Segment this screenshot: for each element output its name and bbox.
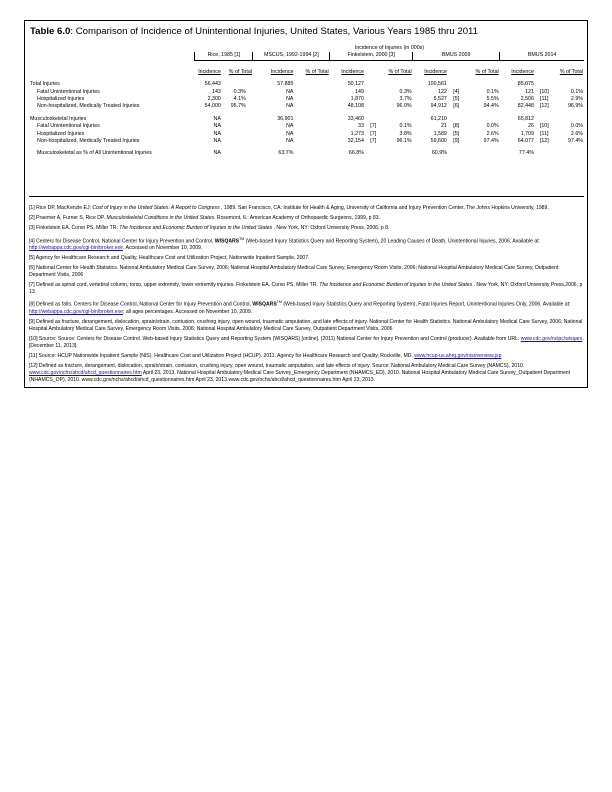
incidence-cell: NA: [286, 130, 294, 137]
incidence-cell: 85,075: [517, 81, 534, 88]
table-row: [29, 103, 584, 110]
source-header: Rice, 1985 [1]: [195, 52, 253, 60]
incidence-cell: 94,912: [430, 103, 447, 110]
ref-cell: [7]: [370, 138, 377, 145]
ref-cell: [448, 116, 465, 123]
footnote: [3] Finkelstein EA, Corso PS, Miller TR. The Incidence and Economic Burden of Injuries in the United States . New York, NY: Oxford University Press, 2006, p 8.: [29, 225, 390, 232]
incidence-cell: 48,108: [347, 103, 364, 110]
footnote: [8] Defined as falls. Centers for Disease Control, National Center for Injury Prevention and Control, WISQARS™ (Web-based Injury Statistics Query and Reporting System), Fatal Injuries Report, Unintentional Injuries Only, 2006. Available at: http://webappa.cdc.gov/cgi-bin/broker.exe; all ages percentages. Accessed on November 10, 2009.: [29, 300, 571, 315]
ref-cell: [448, 81, 465, 88]
col-header: Incidence: [198, 68, 221, 75]
ref-cell: [294, 81, 309, 88]
ref-cell: [294, 89, 309, 96]
ref-cell: [8]: [453, 123, 460, 130]
ref-cell: [4]: [453, 88, 460, 95]
row-label: Musculoskeletal as % of All Unintentional Injuries: [37, 150, 152, 157]
incidence-cell: NA: [213, 130, 221, 137]
footnote: [12] Defined as fracture, derangement, dislocation, sprain/strain, contusion, crushing injury, open wound, traumatic amputation, and late effects of injury. Source: National Ambulatory Medical Care Survey (NAMCS), 2010. www.cdc.gov/nchs/ahcd/ahcd_questionnaires.htm April 23, 2013. National Hospital Ambulatory Medical Care Survey_Emergency Department (NHAMCS_ED), 2010. National Hospital Ambulatory Medical Care Survey_Outpatient Department (NHAMCS_OP), 2010. www.cdc.gov/nchs/ahcd/ahcd_questionnaires.htm April 23, 2013.www.cdc.gov/nchs/ahcd/ahcd_questionnaires.htm April 23, 2013.: [29, 363, 571, 383]
col-header: % of Total: [559, 68, 583, 75]
row-label: Fatal Unintentional Injuries: [37, 88, 100, 95]
pct-cell: 94.4%: [483, 103, 499, 110]
incidence-cell: NA: [286, 88, 294, 95]
table-row: [29, 89, 584, 96]
ref-cell: [10]: [539, 88, 549, 95]
ref-cell: [10]: [539, 123, 549, 130]
incidence-cell: 65,812: [517, 115, 534, 122]
table-row: [29, 138, 584, 145]
pct-cell: 97.4%: [483, 138, 499, 145]
incidence-cell: 5,527: [433, 96, 447, 103]
ref-cell: 95.7%: [230, 103, 246, 110]
pct-cell: 0.1%: [486, 88, 499, 95]
incidence-cell: 56,443: [204, 81, 221, 88]
ref-cell: [365, 150, 382, 157]
incidence-cell: NA: [286, 96, 294, 103]
col-header: Incidence: [424, 68, 447, 75]
pct-cell: 2.9%: [570, 96, 583, 103]
pct-cell: 97.4%: [567, 138, 583, 145]
pct-cell: [554, 116, 584, 123]
row-label: Non-hospitalized, Medically Treated Injuries: [37, 138, 140, 145]
incidence-cell: 143: [212, 88, 221, 95]
pct-cell: 0.0%: [570, 123, 583, 130]
source-header: MSCUS, 1992-1994 [2]: [253, 52, 330, 60]
incidence-cell: 121: [525, 88, 534, 95]
footnote-link[interactable]: www.cdc.gov/ncipc/wisqars: [520, 336, 583, 343]
incidence-cell: 2,506: [520, 96, 534, 103]
incidence-cell: 100,561: [427, 81, 447, 88]
incidence-cell: NA: [286, 103, 294, 110]
footnote: [5] Agency for Healthcare Research and Quality, Healthcare Cost and Utilization Project, Nationwide Inpatient Sample, 2007: [29, 255, 309, 262]
incidence-cell: 1,589: [433, 130, 447, 137]
pct-cell: 96.0%: [396, 103, 412, 110]
incidence-cell: NA: [213, 150, 221, 157]
incidence-cell: 63.7%: [278, 150, 294, 157]
ref-cell: [294, 103, 309, 110]
ref-cell: [365, 81, 382, 88]
col-header: % of Total: [305, 68, 329, 75]
table-row: [29, 131, 584, 138]
row-label: Non-hospitalized, Medically Treated Injuries: [37, 103, 140, 110]
table-row: [29, 81, 584, 88]
ref-cell: [222, 123, 247, 130]
pct-cell: [309, 123, 330, 130]
incidence-cell: 57,885: [277, 81, 294, 88]
row-label: Hospitalized Injuries: [37, 130, 85, 137]
table-bottom-rule: [29, 196, 584, 197]
ref-cell: [222, 131, 247, 138]
pct-cell: 0.1%: [399, 123, 412, 130]
pct-cell: 2.6%: [570, 130, 583, 137]
footnote: [1] Rice DP, MacKenzie EJ: Cost of Injury in the United States: A Report to Congress , 1989. San Francisco, CA: Institute for Health & Aging, University of California and Injury Prevention Center, The Johns Hopkins University, 1989.: [29, 205, 549, 211]
incidence-cell: 1,870: [350, 96, 364, 103]
ref-cell: [7]: [370, 130, 377, 137]
ref-cell: 4.1%: [233, 96, 246, 103]
group-header: Incidence of Injuries (in 000s): [354, 45, 425, 51]
incidence-cell: 59,600: [430, 138, 447, 145]
incidence-cell: 50,127: [347, 81, 364, 88]
incidence-cell: 122: [438, 88, 447, 95]
ref-cell: [535, 150, 554, 157]
ref-cell: [294, 116, 309, 123]
table-row: [29, 150, 584, 157]
ref-cell: [365, 89, 382, 96]
incidence-cell: 64,077: [517, 138, 534, 145]
pct-cell: [309, 150, 330, 157]
pct-cell: [464, 116, 499, 123]
pct-cell: [382, 150, 413, 157]
incidence-cell: 1,273: [350, 130, 364, 137]
pct-cell: [464, 150, 499, 157]
pct-cell: [309, 81, 330, 88]
footnote: [11] Source: HCUP Nationwide Inpatient Sample (NIS). Healthcare Cost and Utilization Project (HCUP). 2011. Agency for Healthcare Research and Quality, Rockville, MD. www.hcup-us.ahrq.gov/nisoverview.jsp: [29, 353, 502, 360]
pct-cell: 0.3%: [399, 88, 412, 95]
incidence-cell: 82,448: [517, 103, 534, 110]
footnote: [6] National Center for Health Statistics. National Ambulatory Medical Care Survey, 2006; National Hospital Ambulatory Medical Care Survey, Emergency Room Visits, 2006; National Hospital Ambulatory Medical Care Survey, Outpatient Department Visits, 2006: [29, 265, 559, 279]
incidence-cell: NA: [286, 138, 294, 145]
incidence-cell: NA: [213, 138, 221, 145]
ref-cell: [365, 96, 382, 103]
ref-cell: [294, 138, 309, 145]
incidence-cell: 21: [440, 123, 447, 130]
page-title: [30, 26, 478, 37]
pct-cell: 3.7%: [399, 96, 412, 103]
pct-cell: 96.9%: [567, 103, 583, 110]
injury-table: [29, 45, 584, 158]
incidence-cell: 32,154: [347, 138, 364, 145]
source-header: BMUS 2009: [413, 52, 500, 60]
ref-cell: 0.3%: [233, 88, 246, 95]
col-header: Incidence: [270, 68, 294, 75]
ref-cell: [365, 116, 382, 123]
incidence-cell: 26: [528, 123, 534, 130]
ref-cell: [5]: [453, 96, 460, 103]
pct-cell: [309, 89, 330, 96]
row-label: Musculoskeletal Injuries: [30, 115, 87, 122]
incidence-cell: 77.4%: [518, 150, 534, 157]
footnote: [4] Centers for Disease Control, National Center for Injury Prevention and Control, WISQARS™ (Web-based Injury Statistics Query and Reporting System), 20 Leading Causes of Death, Unintentional Injuries, 2006. Available at: http://webappa.cdc.gov/cgi-bin/broker.exe. Accessed on November 10, 2009.: [29, 236, 540, 252]
footnote: [9] Defined as fracture, derangement, dislocation, sprain/strain, contusion, crushing injury, open wound, traumatic amputation, and late effects of injury. National Center for Health Statistics. National Ambulatory Medical Care Survey, 2006; National Hospital Ambulatory Medical Care Survey, Emergency Room Visits, 2006; National Hospital Ambulatory Medical Care Survey, Outpatient Department Visits, 2006: [29, 319, 583, 332]
incidence-cell: 60.9%: [431, 150, 447, 157]
pct-cell: 3.8%: [399, 130, 412, 137]
row-label: Hospitalized Injuries: [37, 96, 85, 103]
pct-cell: 96.1%: [396, 138, 412, 145]
ref-cell: [222, 116, 247, 123]
ref-cell: [365, 103, 382, 110]
incidence-cell: NA: [213, 123, 221, 130]
ref-cell: [294, 123, 309, 130]
incidence-cell: 61,210: [430, 115, 447, 122]
table-row: [29, 96, 584, 103]
incidence-cell: 54,000: [204, 103, 221, 110]
table-frame: [24, 20, 588, 388]
pct-cell: 5.5%: [486, 96, 499, 103]
ref-cell: [12]: [539, 138, 549, 145]
ref-cell: [294, 96, 309, 103]
pct-cell: [554, 81, 584, 88]
source-header: Finkelstein, 2000 [3]: [330, 52, 413, 60]
col-header: % of Total: [388, 68, 412, 75]
pct-cell: 0.0%: [486, 123, 499, 130]
footnotes: [29, 205, 584, 387]
ref-cell: [5]: [453, 130, 460, 137]
incidence-cell: 33: [358, 123, 364, 130]
pct-cell: [309, 116, 330, 123]
footnote-link[interactable]: http://webappa.cdc.gov/cgi-bin/broker.exe: [29, 308, 124, 315]
footnote: [10] Source: Source: Centers for Disease Control. Web-based Injury Statistics Query and Reporting System (WISQARS) [online]. (2011) National Center for Injury Prevention and Control (producer). Available from URL: www.cdc.gov/ncipc/wisqars. [December 11, 2013].: [29, 336, 584, 349]
col-header: % of Total: [228, 68, 252, 75]
incidence-cell: 36,901: [277, 115, 294, 122]
footnote-link[interactable]: www.cdc.gov/nchs/ahcd/ahcd_questionnaires.htm: [29, 370, 142, 377]
ref-cell: [9]: [453, 138, 460, 145]
incidence-cell: 2,300: [207, 96, 221, 103]
row-label: Fatal Unintentional Injuries: [37, 123, 100, 130]
source-header: BMUS 2014: [500, 52, 584, 60]
table-number: Table 6.0: [30, 26, 71, 37]
incidence-cell: NA: [286, 123, 294, 130]
pct-cell: 0.1%: [570, 88, 583, 95]
table-row: [29, 123, 584, 130]
incidence-cell: 66.8%: [348, 150, 364, 157]
ref-cell: [12]: [539, 103, 549, 110]
ref-cell: [535, 116, 554, 123]
pct-cell: [464, 81, 499, 88]
pct-cell: [309, 103, 330, 110]
ref-cell: [294, 131, 309, 138]
incidence-cell: 149: [355, 88, 364, 95]
pct-cell: [309, 131, 330, 138]
row-label: Total Injuries: [30, 81, 60, 88]
pct-cell: [309, 96, 330, 103]
pct-cell: [309, 138, 330, 145]
table-row: [29, 116, 584, 123]
ref-cell: [448, 150, 465, 157]
pct-cell: [554, 150, 584, 157]
ref-cell: [294, 150, 309, 157]
title-text: : Comparison of Incidence of Unintentional Injuries, United States, Various Years 1985 thru 2011: [70, 26, 478, 37]
footnote: [2] Praemer A, Furner S, Rice DP. Musculoskeletal Conditions in the United States. Rosemont, IL: American Academy of Orthopaedic Surgeons, 1999, p 83.: [29, 215, 381, 222]
pct-cell: [382, 81, 413, 88]
col-header: Incidence: [511, 68, 534, 75]
ref-cell: [535, 81, 554, 88]
footnote-link[interactable]: http://webappa.cdc.gov/cgi-bin/broker.exe: [29, 245, 124, 252]
ref-cell: [222, 81, 247, 88]
incidence-cell: 1,709: [520, 130, 534, 137]
ref-cell: [6]: [453, 103, 460, 110]
incidence-cell: NA: [213, 115, 221, 122]
ref-cell: [222, 138, 247, 145]
pct-cell: [382, 116, 413, 123]
ref-cell: [222, 150, 247, 157]
incidence-cell: 33,460: [347, 115, 364, 122]
ref-cell: [11]: [540, 130, 549, 137]
col-header: % of Total: [475, 68, 499, 75]
col-header: Incidence: [341, 68, 364, 75]
footnote: [7] Defined as spinal cord, vertebral column, torso, upper extremity, lower extremity injuries. Finkelstein EA, Corso PS, Miller TR. The Incidence and Economic Burden of Injuries in the United States . New York, NY: Oxford University Press,2006, p 13.: [29, 282, 583, 296]
ref-cell: [11]: [540, 96, 549, 103]
pct-cell: 2.6%: [486, 130, 499, 137]
footnote-link[interactable]: www.hcup-us.ahrq.gov/nisoverview.jsp: [414, 353, 502, 360]
ref-cell: [7]: [370, 123, 377, 130]
